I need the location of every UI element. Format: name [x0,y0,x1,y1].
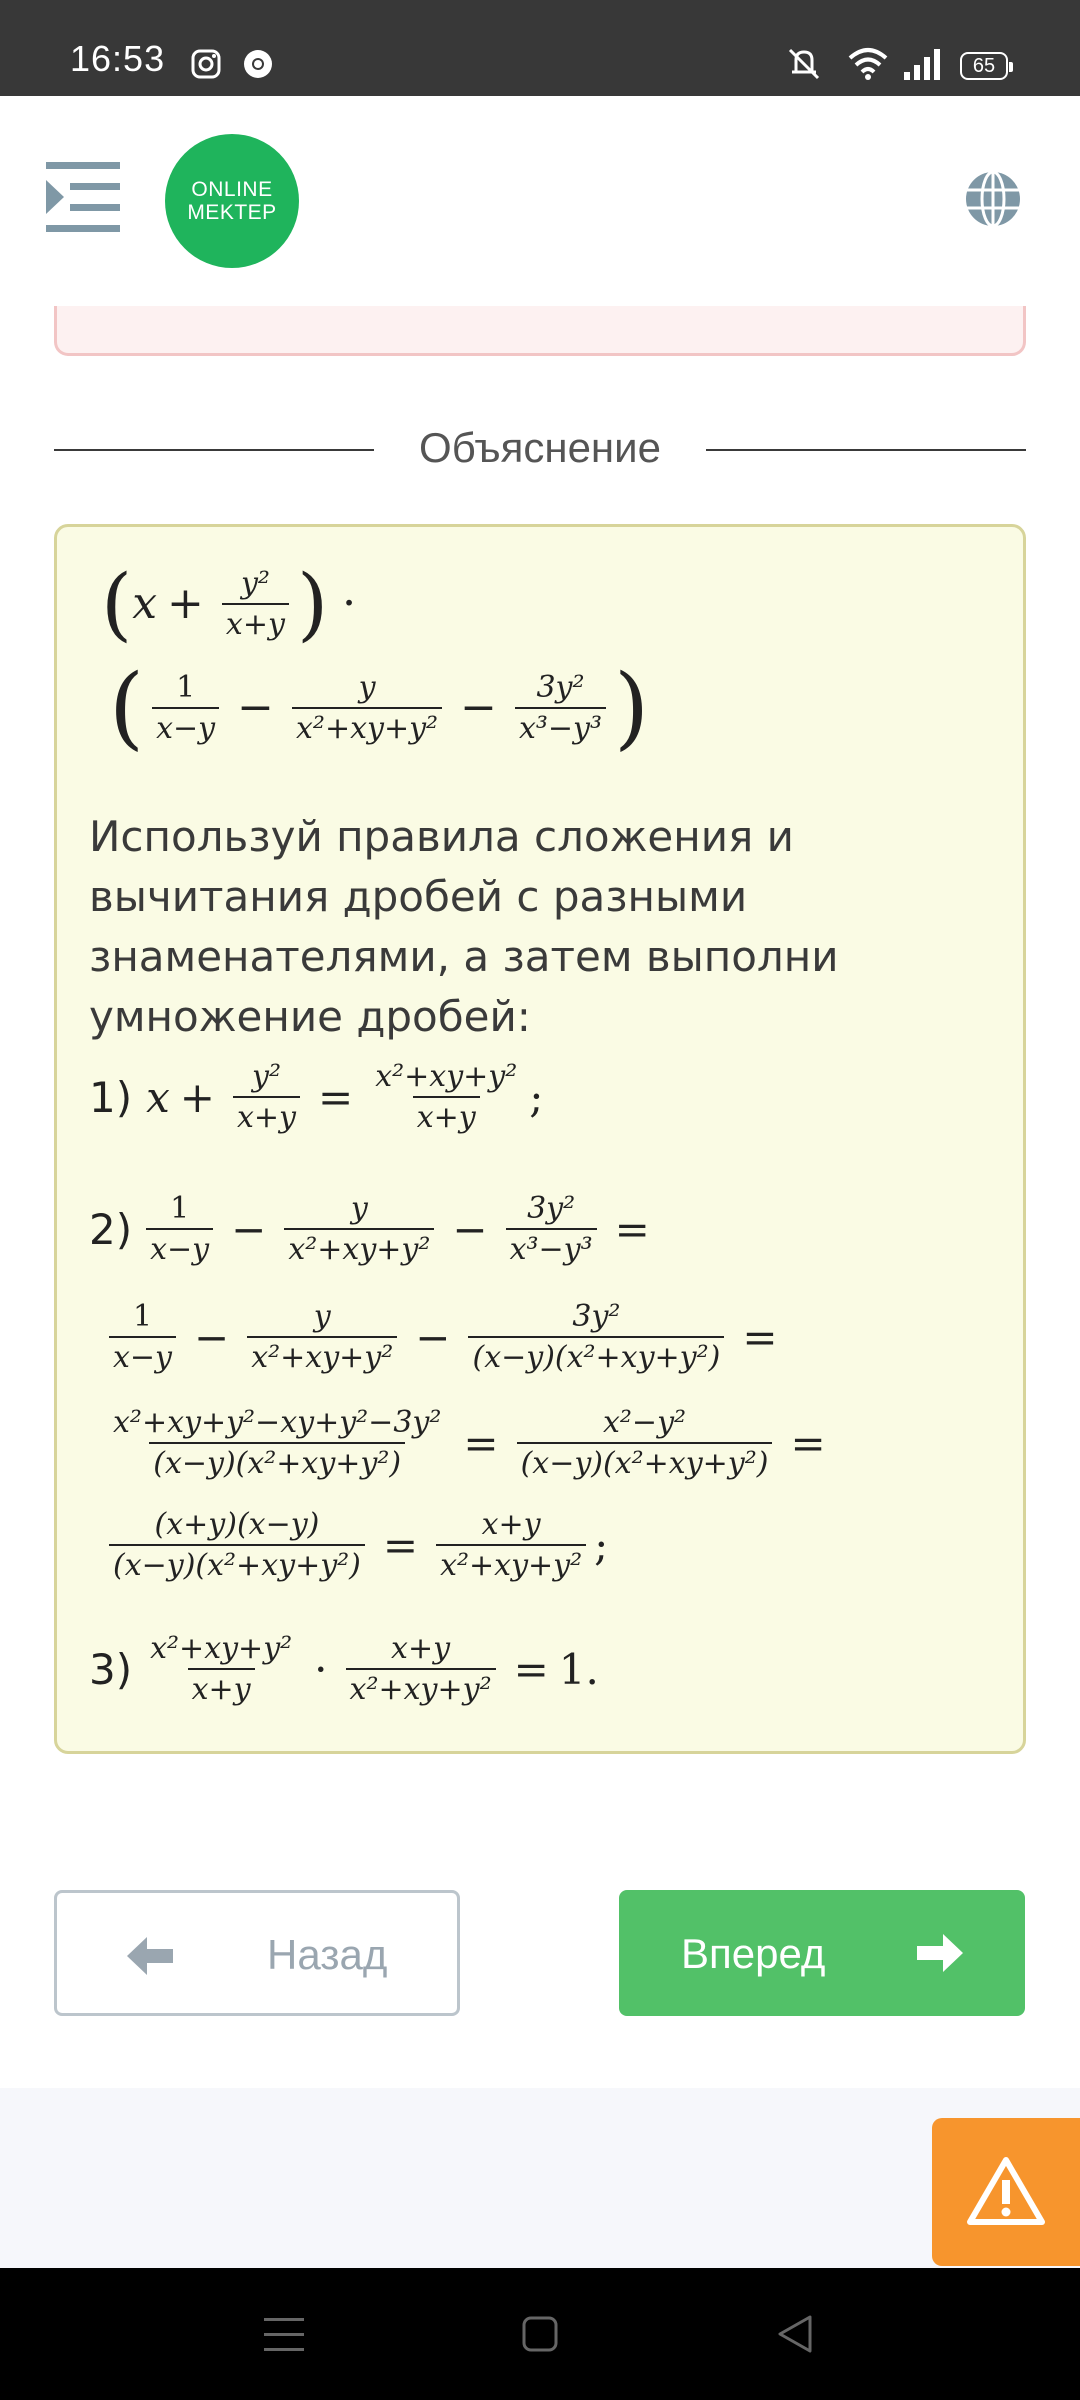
system-navigation-bar [0,2268,1080,2400]
globe-icon[interactable] [964,170,1022,228]
step-2-line4: $\frac{(x+y)(x-y)}{\text{(x−y)(x²+xy+y²)}}$ = $\frac{x+y}{\text{x²+xy+y²}}$ ; [101,1507,608,1583]
step-3: 3) $\frac{\text{x²+xy+y²}}{x+y}$ · $\frac{x+y}{\text{x²+xy+y²}}$ = 1. [89,1631,599,1707]
battery-icon: 65 [960,52,1008,80]
explanation-box [54,524,1026,1754]
status-bar [0,0,1080,96]
status-time: 16:53 [70,38,166,79]
back-button-label: Назад [267,1931,388,1978]
step-1-label: 1) [89,1072,133,1122]
logo-line2: MEKTEP [187,201,277,224]
back-nav-icon[interactable] [776,2314,814,2354]
step-2-line2: $\frac{1}{x-y}$ − $\frac{y}{\text{x²+xy+y²}}$ − $\frac{\text{3y²}}{\text{(x−y)(x²+xy+y²)}}$ = [101,1299,788,1375]
next-button[interactable] [619,1890,1025,2016]
warning-icon [966,2156,1046,2226]
expression-line2: ( $\frac{1}{x-y}$ − $\frac{y}{\text{x²+xy+y²}}$ − $\frac{\text{3y²}}{\text{x³−y³}}$ ) [109,655,650,760]
step-1: 1) x + $\frac{\text{y²}}{x+y}$ = $\frac{\text{x²+xy+y²}}{x+y}$ ; [89,1059,544,1135]
step-3-label: 3) [89,1644,133,1694]
expression-line1: ( x + $\frac{\text{y²}}{x+y}$ ) · [101,557,357,650]
section-title: Объяснение [419,424,661,471]
signal-icon [902,48,946,80]
step-2-line1: 2) $\frac{1}{x-y}$ − $\frac{y}{\text{x²+xy+y²}}$ − $\frac{\text{3y²}}{\text{x³−y³}}$ = [89,1191,650,1267]
wifi-icon [848,46,888,80]
menu-icon[interactable] [46,162,120,232]
online-mektep-logo[interactable] [165,134,299,268]
explanation-text: Используй правила сложения и вычитания дробей с разными знаменателями, а затем выполни умножение дробей: [89,812,839,1041]
step-2-label: 2) [89,1204,133,1254]
divider-right [706,449,1026,451]
logo-line1: ONLINE [191,178,273,201]
chrome-icon [242,48,274,80]
recent-apps-icon[interactable] [264,2318,304,2352]
report-problem-button[interactable] [932,2118,1080,2266]
arrow-right-icon [917,1934,963,1972]
divider-left [54,449,374,451]
page-footer-area [0,2088,1080,2268]
step-2-line3: $\frac{\text{x²+xy+y²−xy+y²−3y²}}{\text{(x−y)(x²+xy+y²)}}$ = $\frac{\text{x²−y²}}{\text{(x−y)(x²+xy+y²)}}$ = [113,1405,826,1481]
app-header [0,96,1080,306]
mute-icon [782,46,826,82]
back-button[interactable] [54,1890,460,2016]
arrow-left-icon [127,1937,173,1975]
home-icon[interactable] [522,2316,558,2352]
instagram-icon [190,48,222,80]
next-button-label: Вперед [681,1930,826,1977]
